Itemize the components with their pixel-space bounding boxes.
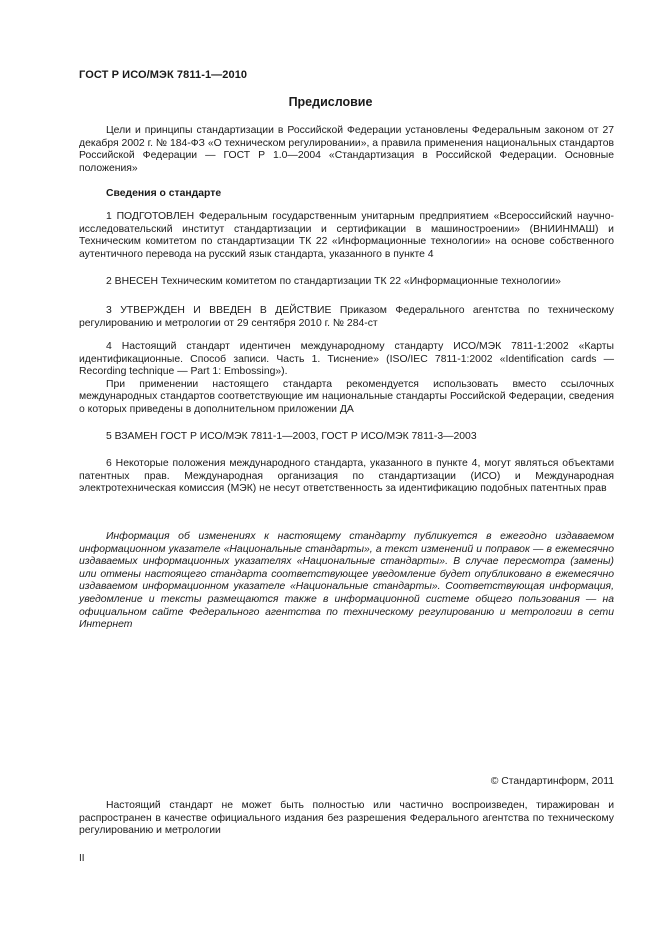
item-5-text: 5 ВЗАМЕН ГОСТ Р ИСО/МЭК 7811-1—2003, ГОСТ Р ИСО/МЭК 7811-3—2003 [106, 431, 477, 442]
item-1 [79, 211, 614, 261]
item-6-text: 6 Некоторые положения международного стандарта, указанного в пункте 4, могут являться объектами патентных прав. Международная организация по стандартизации (ИСО) и Международная электротехническая комиссия (МЭК) не несут ответственность за идентификацию подобных патентных прав [79, 458, 614, 495]
intro-block [79, 125, 614, 175]
intro-paragraph: Цели и принципы стандартизации в Российской Федерации установлены Федеральным законом от 27 декабря 2002 г. № 184-ФЗ «О техническом регулировании», а правила применения национальных стандартов Российской Федерации — ГОСТ Р 1.0—2004 «Стандартизация в Российской Федерации. Основные положения» [79, 125, 614, 174]
document-header: ГОСТ Р ИСО/МЭК 7811-1—2010 [79, 69, 248, 81]
reproduction-note-text: Настоящий стандарт не может быть полностью или частично воспроизведен, тиражирован и распространен в качестве официального издания без разрешения Федерального агентства по техническому регулированию и метрологии [79, 800, 614, 837]
page-number: II [79, 853, 85, 864]
item-6 [79, 458, 614, 496]
info-note-text: Информация об изменениях к настоящему стандарту публикуется в ежегодно издаваемом информационном указателе «Национальные стандарты», а текст изменений и поправок — в ежемесячно издаваемых информационных указателях «Национальные стандарты». В случае пересмотра (замены) или отмены настоящего стандарта соответствующее уведомление будет опубликовано в ежемесячно издаваемом информационном указателе «Национальные стандарты». Соответствующая информация, уведомление и тексты размещаются также в информационной системе общего пользования — на официальном сайте Федерального агентства по техническому регулированию и метрологии в сети Интернет [79, 531, 614, 631]
item-2-text: 2 ВНЕСЕН Техническим комитетом по стандартизации ТК 22 «Информационные технологии» [106, 276, 561, 287]
item-5 [79, 431, 614, 444]
item-4-note: При применении настоящего стандарта рекомендуется использовать вместо ссылочных международных стандартов соответствующие им национальные стандарты Российской Федерации, сведения о которых приведены в дополнительном приложении ДА [79, 378, 614, 415]
item-4-text: 4 Настоящий стандарт идентичен международному стандарту ИСО/МЭК 7811-1:2002 «Карты идентификационные. Способ записи. Часть 1. Тиснение» (ISO/IEC 7811-1:2002 «Identification cards — Recording technique — Part 1: Embossing»). [79, 341, 614, 378]
item-1-text: 1 ПОДГОТОВЛЕН Федеральным государственным унитарным предприятием «Всероссийский научно-исследовательский институт стандартизации и сертификации в машиностроении» (ВНИИНМАШ) и Техническим комитетом по стандартизации ТК 22 «Информационные технологии» на основе собственного аутентичного перевода на русский язык стандарта, указанного в пункте 4 [79, 211, 614, 260]
copyright: © Стандартинформ, 2011 [490, 776, 614, 787]
section-title: Сведения о стандарте [106, 188, 222, 199]
item-3 [79, 305, 614, 330]
reproduction-note [79, 800, 614, 838]
info-note [79, 531, 614, 632]
item-4 [79, 341, 614, 417]
item-3-text: 3 УТВЕРЖДЕН И ВВЕДЕН В ДЕЙСТВИЕ Приказом Федерального агентства по техническому регулированию и метрологии от 29 сентября 2010 г. № 284-ст [79, 305, 614, 329]
item-2 [79, 276, 614, 289]
page-title: Предисловие [288, 95, 373, 109]
